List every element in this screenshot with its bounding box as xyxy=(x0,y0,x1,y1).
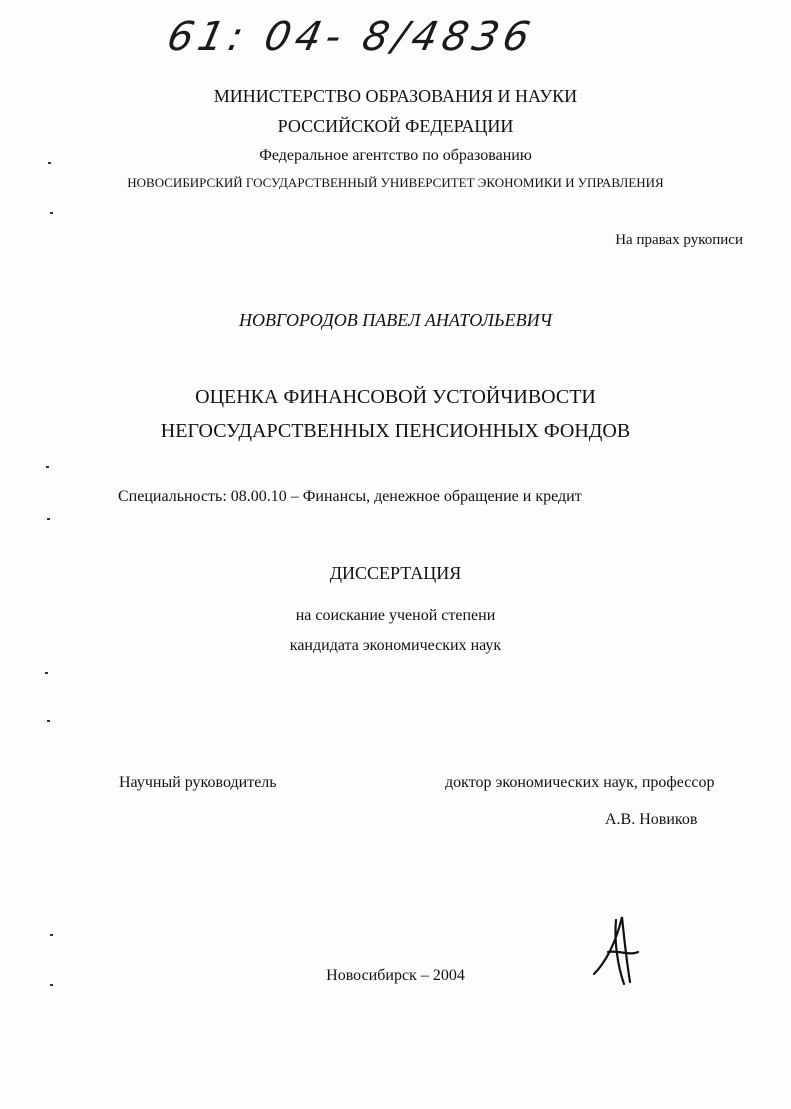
scan-mark xyxy=(50,934,53,936)
university-name: НОВОСИБИРСКИЙ ГОСУДАРСТВЕННЫЙ УНИВЕРСИТЕТ ЭКОНОМИКИ И УПРАВЛЕНИЯ xyxy=(127,175,664,190)
supervisor-label: Научный руководитель xyxy=(119,774,277,791)
scan-mark xyxy=(50,212,53,214)
title-line-1: ОЦЕНКА ФИНАНСОВОЙ УСТОЙЧИВОСТИ xyxy=(195,386,596,408)
agency-name: Федеральное агентство по образованию xyxy=(259,147,532,164)
scan-mark xyxy=(48,162,51,164)
scan-mark xyxy=(46,466,49,468)
rights-note: На правах рукописи xyxy=(615,232,743,248)
place-and-year: Новосибирск – 2004 xyxy=(326,967,465,984)
degree-line-2: кандидата экономических наук xyxy=(289,637,502,654)
ministry-line-1: МИНИСТЕРСТВО ОБРАЗОВАНИЯ И НАУКИ xyxy=(213,86,578,106)
handwritten-archive-code: 61: 04- 8/4836 xyxy=(163,14,539,60)
scan-mark xyxy=(45,672,48,674)
scan-mark xyxy=(47,720,50,722)
supervisor-name: А.В. Новиков xyxy=(605,811,698,828)
degree-line-1: на соискание ученой степени xyxy=(295,607,496,624)
author-name: НОВГОРОДОВ ПАВЕЛ АНАТОЛЬЕВИЧ xyxy=(239,310,552,330)
title-line-2: НЕГОСУДАРСТВЕННЫХ ПЕНСИОННЫХ ФОНДОВ xyxy=(160,420,631,442)
scan-mark xyxy=(47,518,50,520)
document-type: ДИССЕРТАЦИЯ xyxy=(329,563,462,583)
scan-mark xyxy=(50,984,53,986)
specialty: Специальность: 08.00.10 – Финансы, денежное обращение и кредит xyxy=(118,488,582,505)
supervisor-rank: доктор экономических наук, профессор xyxy=(445,774,715,791)
ministry-line-2: РОССИЙСКОЙ ФЕДЕРАЦИИ xyxy=(277,116,514,136)
